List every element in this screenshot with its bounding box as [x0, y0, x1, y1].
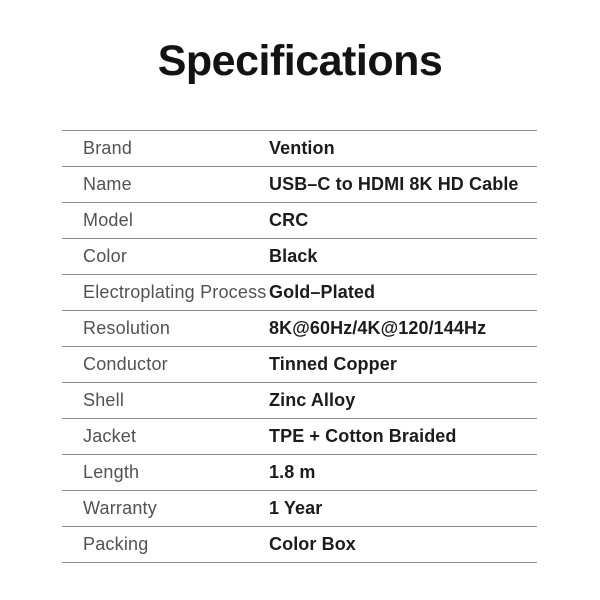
spec-label: Resolution: [83, 318, 171, 338]
table-row-resolution: [62, 310, 537, 346]
spec-value: Tinned Copper: [269, 354, 397, 374]
spec-value: Gold–Plated: [269, 282, 376, 302]
spec-label: Length: [83, 462, 140, 482]
table-row-name: [62, 166, 537, 202]
spec-label: Color: [83, 246, 128, 266]
table-row-jacket: [62, 418, 537, 454]
spec-value: USB–C to HDMI 8K HD Cable: [269, 174, 519, 194]
spec-value: Vention: [269, 138, 335, 158]
spec-value: 1 Year: [269, 498, 323, 518]
table-row-model: [62, 202, 537, 238]
table-row-packing: [62, 526, 537, 562]
table-row-warranty: [62, 490, 537, 526]
spec-label: Conductor: [83, 354, 168, 374]
spec-label: Packing: [83, 534, 149, 554]
spec-label: Brand: [83, 138, 133, 158]
spec-label: Electroplating Process: [83, 282, 267, 302]
spec-label: Jacket: [83, 426, 137, 446]
spec-label: Model: [83, 210, 134, 230]
table-row-color: [62, 238, 537, 274]
table-row-conductor: [62, 346, 537, 382]
table-row-length: [62, 454, 537, 490]
spec-label: Name: [83, 174, 132, 194]
table-row-electroplating-process: [62, 274, 537, 310]
table-row-brand: [62, 130, 537, 166]
spec-value: CRC: [269, 210, 309, 230]
spec-value: TPE + Cotton Braided: [269, 426, 457, 446]
spec-label: Shell: [83, 390, 125, 410]
spec-value: Color Box: [269, 534, 356, 554]
spec-value: 1.8 m: [269, 462, 316, 482]
spec-label: Warranty: [83, 498, 157, 518]
spec-value: 8K@60Hz/4K@120/144Hz: [269, 318, 487, 338]
spec-table: [62, 130, 537, 563]
table-row-shell: [62, 382, 537, 418]
spec-value: Black: [269, 246, 318, 266]
spec-value: Zinc Alloy: [269, 390, 356, 410]
specifications-title: Specifications: [157, 37, 443, 85]
